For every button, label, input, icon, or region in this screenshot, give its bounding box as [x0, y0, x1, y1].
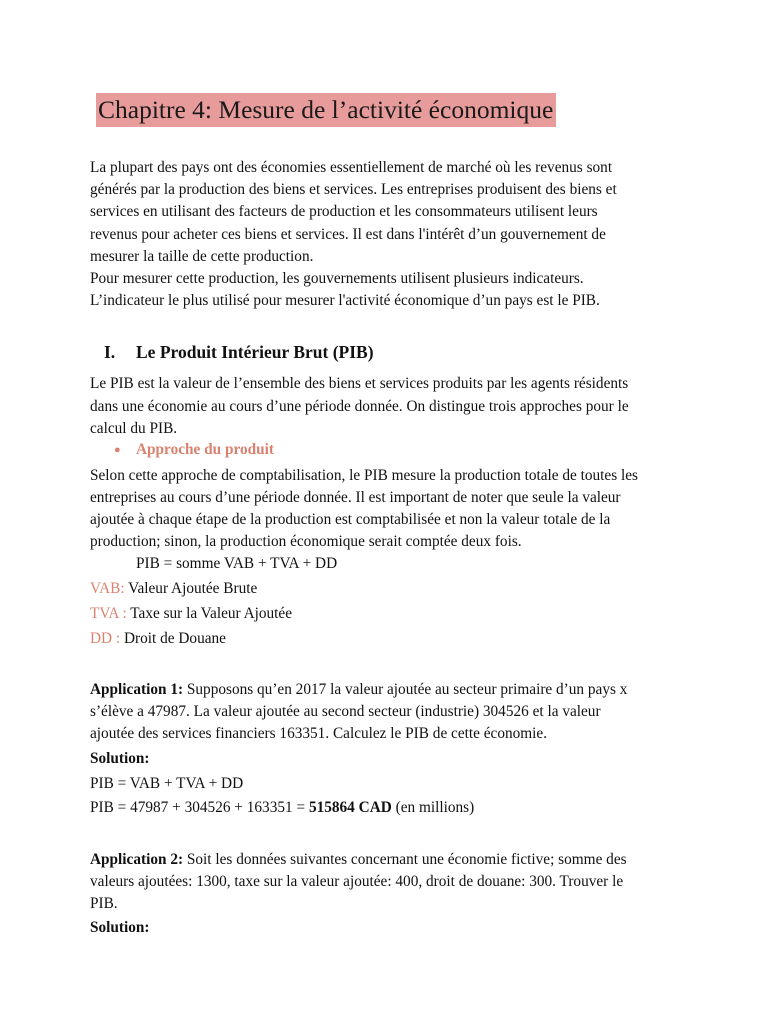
intro-line: revenus pour acheter ces biens et services. Il est dans l'intérêt d’un gouvernement de: [90, 226, 606, 243]
app1-solution-result: [90, 797, 474, 819]
app2-solution-label: Solution:: [90, 919, 150, 936]
app2-line: valeurs ajoutées: 1300, taxe sur la valeur ajoutée: 400, droit de douane: 300. Trouver le: [90, 873, 624, 890]
abbr-tva: TVA :: [90, 605, 127, 622]
abbr-dd: DD :: [90, 630, 121, 647]
intro-line: mesurer la taille de cette production.: [90, 248, 314, 265]
approach-line: entreprises au cours d’une période donnée. Il est important de noter que seule la valeur: [90, 489, 621, 506]
approach-line: ajoutée à chaque étape de la production est comptabilisée et non la valeur totale de la: [90, 511, 611, 528]
app1-text: Supposons qu’en 2017 la valeur ajoutée au secteur primaire d’un pays x: [183, 681, 628, 698]
app2-label: Application 2:: [90, 851, 184, 868]
app1-first-line: [90, 679, 627, 701]
app1-solution-line: PIB = VAB + TVA + DD: [90, 775, 244, 792]
meaning-vab: Valeur Ajoutée Brute: [124, 580, 258, 597]
app2-first-line: [90, 849, 627, 871]
intro-line: L’indicateur le plus utilisé pour mesurer l'activité économique d’un pays est le PIB.: [90, 292, 600, 309]
meaning-dd: Droit de Douane: [120, 630, 226, 647]
definition-tva: [90, 603, 292, 625]
chapter-title: Chapitre 4: Mesure de l’activité économique: [96, 93, 556, 127]
bullet-label: Approche du produit: [136, 441, 275, 458]
definition-dd: [90, 628, 226, 650]
app2-text: Soit les données suivantes concernant une économie fictive; somme des: [183, 851, 627, 868]
formula: PIB = somme VAB + TVA + DD: [136, 555, 338, 572]
meaning-tva: Taxe sur la Valeur Ajoutée: [126, 605, 293, 622]
app1-solution-label: Solution:: [90, 750, 150, 767]
definition-vab: [90, 578, 257, 600]
chapter-title-block: [96, 93, 556, 127]
intro-line: générés par la production des biens et services. Les entreprises produisent des biens et: [90, 181, 617, 198]
definition-line: calcul du PIB.: [90, 420, 178, 437]
app1-result: 515864 CAD: [308, 799, 392, 816]
approach-line: Selon cette approche de comptabilisation, le PIB mesure la production totale de toutes les: [90, 467, 638, 484]
abbr-vab: VAB:: [90, 580, 125, 597]
section-heading: Le Produit Intérieur Brut (PIB): [136, 342, 374, 362]
bullet-dot-icon: ●: [114, 444, 121, 456]
app1-line: ajoutée des services financiers 163351. Calculez le PIB de cette économie.: [90, 725, 548, 742]
intro-line: La plupart des pays ont des économies essentiellement de marché où les revenus sont: [90, 159, 613, 176]
intro-line: services en utilisant des facteurs de production et les consommateurs utilisent leurs: [90, 203, 598, 220]
app1-label: Application 1:: [90, 681, 184, 698]
definition-line: dans une économie au cours d’une période donnée. On distingue trois approches pour le: [90, 398, 629, 415]
app1-calc: PIB = 47987 + 304526 + 163351 =: [90, 799, 309, 816]
section-number: I.: [104, 342, 116, 362]
app1-unit: (en millions): [391, 799, 475, 816]
definition-line: Le PIB est la valeur de l’ensemble des biens et services produits par les agents résidents: [90, 375, 629, 392]
app2-line: PIB.: [90, 895, 118, 912]
approach-line: production; sinon, la production économique serait comptée deux fois.: [90, 533, 522, 550]
intro-line: Pour mesurer cette production, les gouvernements utilisent plusieurs indicateurs.: [90, 270, 584, 287]
app1-line: s’élève a 47987. La valeur ajoutée au second secteur (industrie) 304526 et la valeur: [90, 703, 601, 720]
